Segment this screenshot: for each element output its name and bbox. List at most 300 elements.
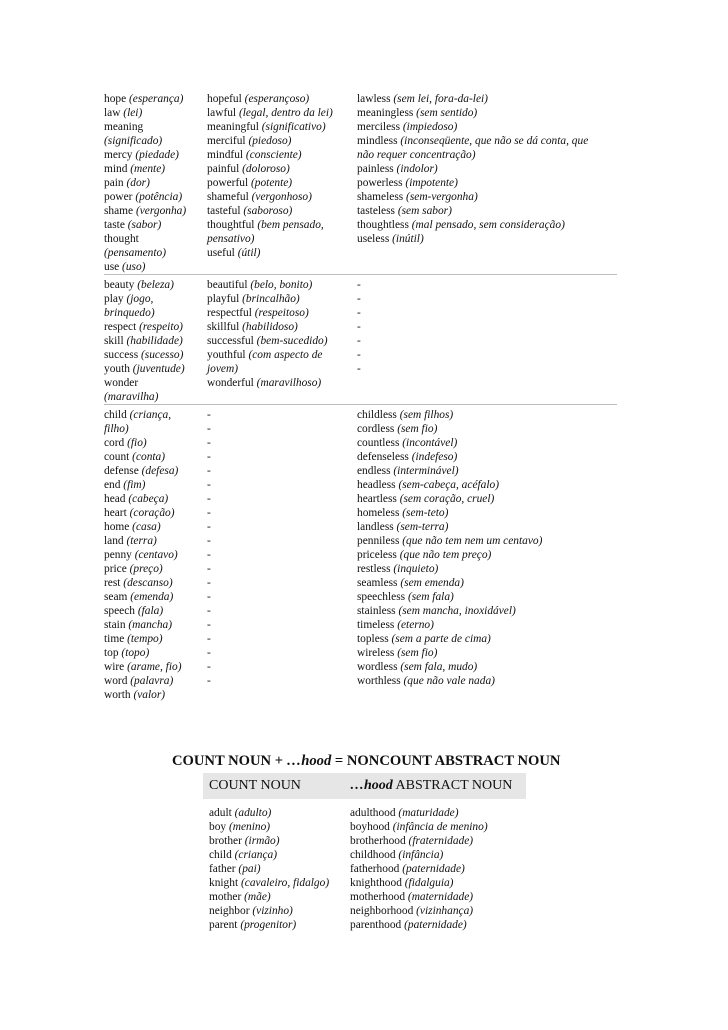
hood-noun-cell (344, 848, 526, 862)
word-line (104, 260, 207, 274)
translation: (respeitoso) (254, 307, 309, 319)
translation: (arame, fio) (127, 661, 182, 673)
word: tasteless (357, 205, 398, 217)
word: home (104, 521, 133, 533)
word: knighthood (350, 877, 405, 889)
word: father (209, 863, 239, 875)
translation: (uso) (122, 261, 146, 273)
word: shameless (357, 191, 407, 203)
word: - (207, 437, 211, 449)
word: topless (357, 633, 392, 645)
word: beautiful (207, 279, 251, 291)
word: headless (357, 479, 399, 491)
translation: (juventude) (132, 363, 185, 375)
word: - (357, 321, 361, 333)
translation: (habilidade) (126, 335, 183, 347)
translation: (interminável) (393, 465, 459, 477)
word-line (350, 862, 526, 876)
word-line (209, 876, 344, 890)
count-noun-cell (203, 904, 344, 918)
count-noun-cell (203, 918, 344, 932)
word-line (104, 506, 207, 520)
word: neighbor (209, 905, 253, 917)
less-adjective-cell (357, 405, 617, 703)
word-line (104, 376, 207, 390)
word-line (104, 520, 207, 534)
count-noun-cell (203, 848, 344, 862)
translation: (infância) (398, 849, 444, 861)
word: - (207, 661, 211, 673)
translation: (inconseqüente, que não se dá conta, que (400, 135, 589, 147)
translation: (terra) (126, 535, 157, 547)
count-noun-cell (203, 890, 344, 904)
translation: brinquedo) (104, 307, 155, 319)
word-line (104, 362, 207, 376)
hood-table (203, 773, 526, 932)
translation: (inútil) (392, 233, 424, 245)
hood-title-suffix: …hood (286, 753, 332, 769)
word-line (104, 320, 207, 334)
hood-section-title (172, 753, 560, 770)
word-line (104, 106, 207, 120)
word: meaningful (207, 121, 262, 133)
translation: (útil) (237, 247, 261, 259)
translation: (vergonhoso) (251, 191, 312, 203)
translation: (sem fio) (397, 423, 438, 435)
word: respectful (207, 307, 255, 319)
word: pain (104, 177, 127, 189)
translation: (sem sentido) (416, 107, 478, 119)
hood-noun-cell (344, 904, 526, 918)
word: seam (104, 591, 131, 603)
word: thoughtful (207, 219, 258, 231)
word-line (357, 576, 617, 590)
word-line (104, 218, 207, 232)
word-line (207, 362, 357, 376)
translation: (potência) (135, 191, 183, 203)
translation: (mãe) (244, 891, 271, 903)
word: mindless (357, 135, 401, 147)
word-line (357, 278, 617, 292)
word: - (357, 349, 361, 361)
word-line (207, 92, 357, 106)
hood-noun-cell (344, 876, 526, 890)
word-line (104, 162, 207, 176)
word: painful (207, 163, 243, 175)
word: landless (357, 521, 397, 533)
word-group (104, 405, 617, 703)
word: parent (209, 919, 241, 931)
word-formation-table (104, 92, 617, 702)
word: motherhood (350, 891, 408, 903)
hood-noun-cell (344, 890, 526, 904)
translation: (brincalhão) (242, 293, 300, 305)
word-line (104, 176, 207, 190)
word: adulthood (350, 807, 399, 819)
word-line (357, 436, 617, 450)
count-noun-cell (203, 876, 344, 890)
hood-row (203, 834, 526, 848)
translation: (incontável) (402, 437, 458, 449)
word: - (207, 423, 211, 435)
hood-title-part-c: = NONCOUNT ABSTRACT NOUN (331, 753, 561, 769)
word: youthful (207, 349, 249, 361)
word: time (104, 633, 128, 645)
less-adjective-cell (357, 275, 617, 405)
hood-row (203, 848, 526, 862)
hood-table-body (203, 799, 526, 932)
translation: (coração) (129, 507, 175, 519)
word: power (104, 191, 136, 203)
translation: (mente) (130, 163, 166, 175)
word: - (207, 591, 211, 603)
word: playful (207, 293, 243, 305)
word-line (357, 348, 617, 362)
word: skillful (207, 321, 243, 333)
word-line (357, 548, 617, 562)
word-line (350, 820, 526, 834)
word: adult (209, 807, 235, 819)
word-line (207, 576, 357, 590)
translation: (paternidade) (402, 863, 465, 875)
word: respect (104, 321, 140, 333)
word: use (104, 261, 123, 273)
translation: (pai) (238, 863, 261, 875)
translation: (sucesso) (141, 349, 184, 361)
hood-row (203, 820, 526, 834)
word: - (207, 451, 211, 463)
word-line (104, 190, 207, 204)
translation: (criança, (129, 409, 172, 421)
word: hope (104, 93, 129, 105)
translation: (sem emenda) (400, 577, 464, 589)
word: powerless (357, 177, 406, 189)
translation: (sem sabor) (397, 205, 452, 217)
word-line (207, 464, 357, 478)
word: worthless (357, 675, 404, 687)
translation: (sem-cabeça, acéfalo) (398, 479, 500, 491)
translation: (impotente) (405, 177, 458, 189)
translation: (palavra) (130, 675, 174, 687)
word-line (104, 134, 207, 148)
word: useless (357, 233, 393, 245)
count-noun-cell (203, 834, 344, 848)
ful-adjective-cell (207, 275, 357, 405)
word: mother (209, 891, 245, 903)
word: law (104, 107, 124, 119)
hood-row (203, 876, 526, 890)
word: penniless (357, 535, 403, 547)
word-line (209, 918, 344, 932)
word-group (104, 92, 617, 275)
word-line (104, 646, 207, 660)
ful-adjective-cell (207, 92, 357, 275)
word: useful (207, 247, 238, 259)
word-line (357, 232, 617, 246)
word: penny (104, 549, 135, 561)
translation: (piedade) (135, 149, 179, 161)
translation: (conta) (132, 451, 166, 463)
word-line (104, 292, 207, 306)
translation: (sem-vergonha) (406, 191, 478, 203)
word: child (104, 409, 130, 421)
translation: (cavaleiro, fidalgo) (240, 877, 330, 889)
header-count-noun: COUNT NOUN (203, 773, 344, 799)
word-line (104, 576, 207, 590)
word: meaning (104, 121, 144, 133)
translation: (fim) (123, 479, 146, 491)
hood-title-part-a: COUNT NOUN + (172, 753, 287, 769)
translation: (maturidade) (398, 807, 459, 819)
word-line (357, 106, 617, 120)
base-word-cell (104, 275, 207, 405)
hood-noun-cell (344, 862, 526, 876)
word: seamless (357, 577, 401, 589)
translation: (eterno) (397, 619, 434, 631)
word: brotherhood (350, 835, 409, 847)
word: skill (104, 335, 127, 347)
translation: (maravilha) (104, 391, 159, 403)
word: shameful (207, 191, 252, 203)
word-line (207, 232, 357, 246)
word: beauty (104, 279, 138, 291)
translation: (criança) (234, 849, 278, 861)
word-line (104, 148, 207, 162)
word: childless (357, 409, 400, 421)
translation: (indefeso) (411, 451, 458, 463)
word-line (104, 246, 207, 260)
word: end (104, 479, 124, 491)
word-line (357, 134, 617, 148)
word: merciful (207, 135, 249, 147)
word-line (357, 120, 617, 134)
word-line (357, 334, 617, 348)
word: worth (104, 689, 134, 701)
word: head (104, 493, 129, 505)
word-line (357, 660, 617, 674)
hood-row (203, 904, 526, 918)
translation: não requer concentração) (357, 149, 476, 161)
translation: (fio) (127, 437, 147, 449)
word-line (207, 162, 357, 176)
translation: (respeito) (139, 321, 183, 333)
word-line (357, 292, 617, 306)
word-line (207, 674, 357, 688)
word-line (104, 478, 207, 492)
word: childhood (350, 849, 399, 861)
translation: (consciente) (245, 149, 302, 161)
word-line (104, 548, 207, 562)
word-line (357, 408, 617, 422)
word-line (104, 278, 207, 292)
word-line (357, 464, 617, 478)
word-line (104, 390, 207, 404)
word-line (357, 632, 617, 646)
translation: (irmão) (244, 835, 280, 847)
translation: (fraternidade) (408, 835, 474, 847)
translation: (pensamento) (104, 247, 166, 259)
translation: (que não tem preço) (399, 549, 492, 561)
word: top (104, 647, 122, 659)
word: count (104, 451, 133, 463)
translation: (que não vale nada) (403, 675, 495, 687)
translation: (cabeça) (128, 493, 169, 505)
word-line (357, 148, 617, 162)
translation: (jogo, (126, 293, 154, 305)
word-line (104, 688, 207, 702)
word: heartless (357, 493, 400, 505)
word: countless (357, 437, 403, 449)
word: - (207, 619, 211, 631)
word: endless (357, 465, 394, 477)
word: wonderful (207, 377, 257, 389)
translation: (valor) (133, 689, 166, 701)
translation: (casa) (132, 521, 161, 533)
translation: (emenda) (130, 591, 174, 603)
word-line (357, 534, 617, 548)
word-line (357, 520, 617, 534)
word-line (357, 92, 617, 106)
word-line (207, 148, 357, 162)
word: timeless (357, 619, 398, 631)
translation: (progenitor) (240, 919, 297, 931)
word: - (207, 465, 211, 477)
word: - (357, 279, 361, 291)
word-line (357, 590, 617, 604)
translation: (dor) (126, 177, 150, 189)
translation: (sem filhos) (399, 409, 454, 421)
word-line (357, 320, 617, 334)
word: defense (104, 465, 142, 477)
word: defenseless (357, 451, 412, 463)
word: knight (209, 877, 241, 889)
word-line (207, 204, 357, 218)
word: wordless (357, 661, 401, 673)
word-line (104, 534, 207, 548)
hood-noun-cell (344, 834, 526, 848)
word-line (104, 306, 207, 320)
word: - (207, 479, 211, 491)
word: stainless (357, 605, 399, 617)
word: wire (104, 661, 128, 673)
word-line (104, 92, 207, 106)
word-line (104, 232, 207, 246)
hood-noun-cell (344, 918, 526, 932)
translation: (sem coração, cruel) (399, 493, 495, 505)
translation: (descanso) (123, 577, 173, 589)
translation: (sem lei, fora-da-lei) (393, 93, 488, 105)
word: taste (104, 219, 128, 231)
word-line (104, 120, 207, 134)
word-line (207, 646, 357, 660)
word: - (207, 633, 211, 645)
word-line (104, 590, 207, 604)
word-group (104, 275, 617, 405)
word: thought (104, 233, 139, 245)
word-line (350, 848, 526, 862)
word: - (357, 363, 361, 375)
word-line (207, 176, 357, 190)
word-line (207, 408, 357, 422)
word-line (350, 918, 526, 932)
word: - (357, 307, 361, 319)
word: child (209, 849, 235, 861)
translation: (sem-teto) (402, 507, 449, 519)
header-hood-suffix: …hood (350, 778, 393, 793)
word: wireless (357, 647, 398, 659)
word-line (104, 422, 207, 436)
spacer-row (203, 799, 526, 806)
translation: (infância de menino) (392, 821, 488, 833)
word-line (207, 450, 357, 464)
translation: (legal, dentro da lei) (238, 107, 333, 119)
word-line (207, 190, 357, 204)
word-line (207, 506, 357, 520)
header-hood-abstract-noun (344, 773, 526, 799)
translation: (tempo) (127, 633, 163, 645)
word-line (207, 590, 357, 604)
base-word-cell (104, 92, 207, 275)
word: - (357, 293, 361, 305)
word-line (104, 632, 207, 646)
word: land (104, 535, 127, 547)
word-line (357, 306, 617, 320)
hood-row (203, 862, 526, 876)
hood-row (203, 890, 526, 904)
word-line (207, 376, 357, 390)
word: rest (104, 577, 124, 589)
count-noun-cell (203, 806, 344, 820)
word-line (209, 806, 344, 820)
word: powerful (207, 177, 251, 189)
translation: (mal pensado, sem consideração) (411, 219, 565, 231)
word: - (207, 535, 211, 547)
hood-noun-cell (344, 806, 526, 820)
word: play (104, 293, 127, 305)
word: speechless (357, 591, 408, 603)
word-line (207, 436, 357, 450)
word-line (357, 162, 617, 176)
word: - (207, 647, 211, 659)
word: wonder (104, 377, 139, 389)
word-line (104, 204, 207, 218)
translation: (significativo) (261, 121, 326, 133)
word-line (104, 660, 207, 674)
word-line (207, 534, 357, 548)
word-line (357, 218, 617, 232)
word-line (104, 674, 207, 688)
word: heart (104, 507, 130, 519)
word-line (207, 660, 357, 674)
translation: (doloroso) (242, 163, 290, 175)
word: boy (209, 821, 229, 833)
word-line (207, 134, 357, 148)
word-line (207, 218, 357, 232)
word-line (207, 562, 357, 576)
word: - (207, 493, 211, 505)
word: word (104, 675, 131, 687)
word: mindful (207, 149, 246, 161)
translation: (belo, bonito) (250, 279, 313, 291)
translation: (sem fio) (397, 647, 438, 659)
word: parenthood (350, 919, 405, 931)
translation: (esperança) (129, 93, 184, 105)
word: boyhood (350, 821, 393, 833)
translation: (vergonha) (135, 205, 187, 217)
translation: (que não tem nem um centavo) (402, 535, 543, 547)
count-noun-cell (203, 862, 344, 876)
word-line (207, 278, 357, 292)
